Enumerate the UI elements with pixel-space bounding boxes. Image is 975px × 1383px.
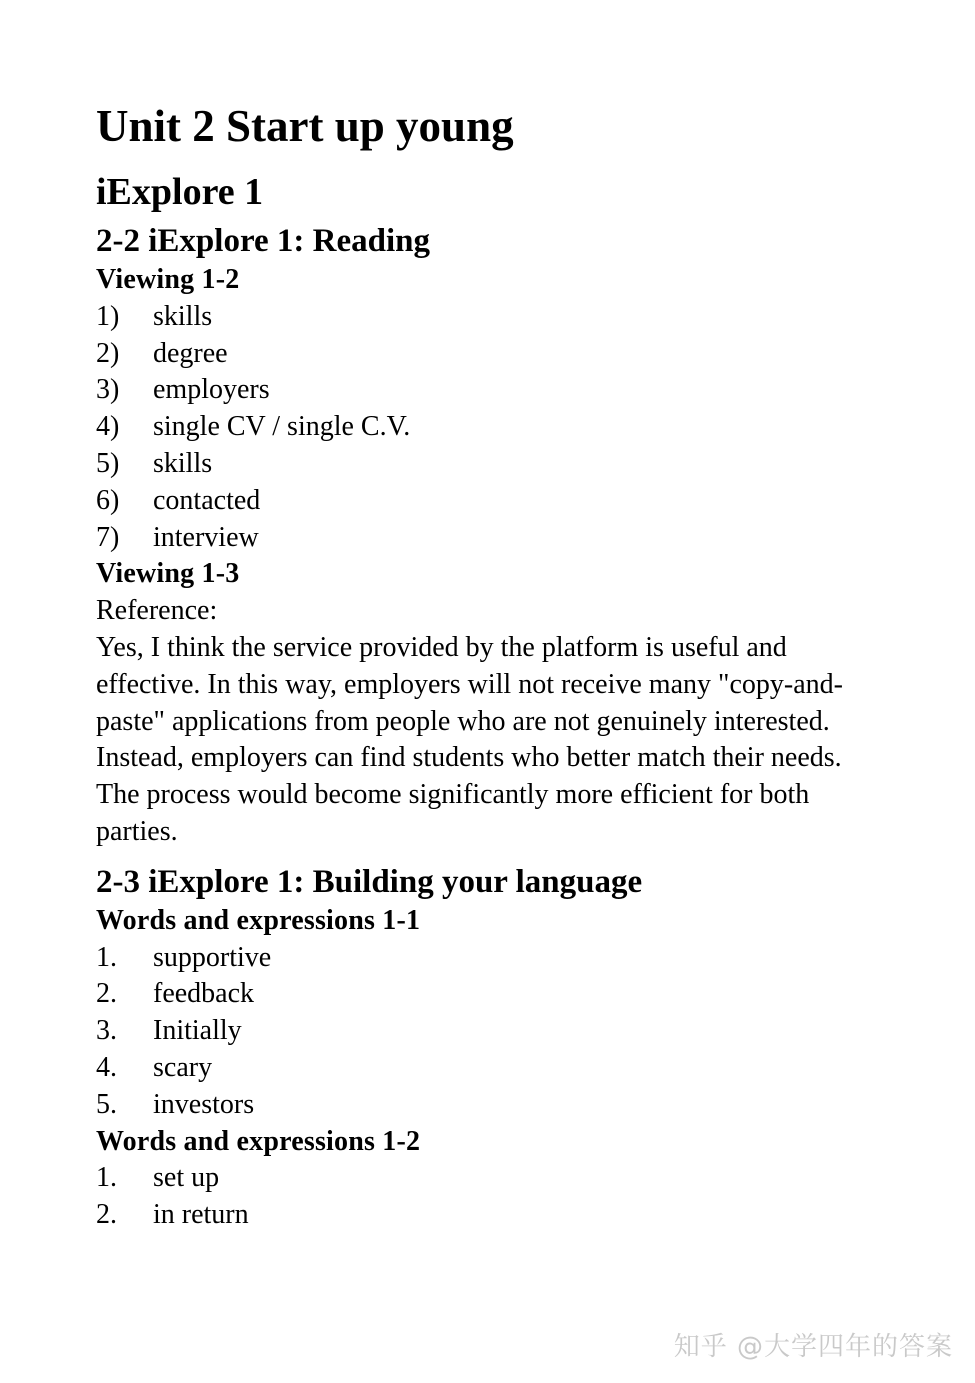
viewing-1-2-list xyxy=(96,299,896,557)
reading-title: 2-2 iExplore 1: Reading xyxy=(96,223,430,259)
list-item xyxy=(96,1050,896,1087)
item-number: 4. xyxy=(96,1051,117,1083)
item-number: 5. xyxy=(96,1088,117,1120)
item-number: 3) xyxy=(96,374,120,406)
reference-answer: Yes, I think the service provided by the platform is useful and effective. In this way, employers will not receive many "copy-and-paste" applications from people who are not genuinely interested. Instead, employers can find students who better match their needs. The process would become significantly more efficient for both parties. xyxy=(96,631,843,847)
item-number: 2. xyxy=(96,978,117,1010)
list-item xyxy=(96,336,896,373)
list-item xyxy=(96,1197,896,1234)
words-1-2-list xyxy=(96,1160,896,1234)
item-number: 1. xyxy=(96,941,117,973)
item-answer: Initially xyxy=(153,1015,242,1047)
item-answer: single CV / single C.V. xyxy=(153,411,411,443)
list-item xyxy=(96,446,896,483)
item-number: 7) xyxy=(96,521,120,553)
item-answer: investors xyxy=(153,1088,255,1120)
item-number: 3. xyxy=(96,1015,117,1047)
item-number: 2) xyxy=(96,337,120,369)
list-item xyxy=(96,1087,896,1124)
item-number: 1) xyxy=(96,300,120,332)
item-answer: employers xyxy=(153,374,270,406)
words-1-2-label: Words and expressions 1-2 xyxy=(96,1125,421,1157)
item-number: 1. xyxy=(96,1162,117,1194)
list-item xyxy=(96,976,896,1013)
item-number: 5) xyxy=(96,447,120,479)
reference-label: Reference: xyxy=(96,595,218,627)
list-item xyxy=(96,520,896,557)
item-answer: supportive xyxy=(153,941,272,973)
section-title: iExplore 1 xyxy=(96,171,264,213)
item-answer: in return xyxy=(153,1199,249,1231)
list-item xyxy=(96,940,896,977)
item-answer: interview xyxy=(153,521,259,553)
item-number: 4) xyxy=(96,411,120,443)
unit-title: Unit 2 Start up young xyxy=(96,101,514,151)
viewing-1-2-label: Viewing 1-2 xyxy=(96,264,240,295)
list-item xyxy=(96,1013,896,1050)
list-item xyxy=(96,299,896,336)
item-number: 2. xyxy=(96,1199,117,1231)
viewing-1-3-label: Viewing 1-3 xyxy=(96,558,240,590)
item-answer: feedback xyxy=(153,978,255,1010)
item-answer: scary xyxy=(153,1051,213,1083)
language-title: 2-3 iExplore 1: Building your language xyxy=(96,863,643,900)
list-item xyxy=(96,409,896,446)
item-answer: skills xyxy=(153,447,213,479)
words-1-1-label: Words and expressions 1-1 xyxy=(96,904,421,936)
item-answer: degree xyxy=(153,337,228,369)
list-item xyxy=(96,483,896,520)
item-answer: skills xyxy=(153,300,213,332)
item-number: 6) xyxy=(96,484,120,516)
watermark: 知乎 @大学四年的答案 xyxy=(673,1332,953,1362)
item-answer: set up xyxy=(153,1162,220,1194)
item-answer: contacted xyxy=(153,484,261,516)
list-item xyxy=(96,372,896,409)
document-page xyxy=(96,96,896,1234)
list-item xyxy=(96,1160,896,1197)
words-1-1-list xyxy=(96,940,896,1124)
